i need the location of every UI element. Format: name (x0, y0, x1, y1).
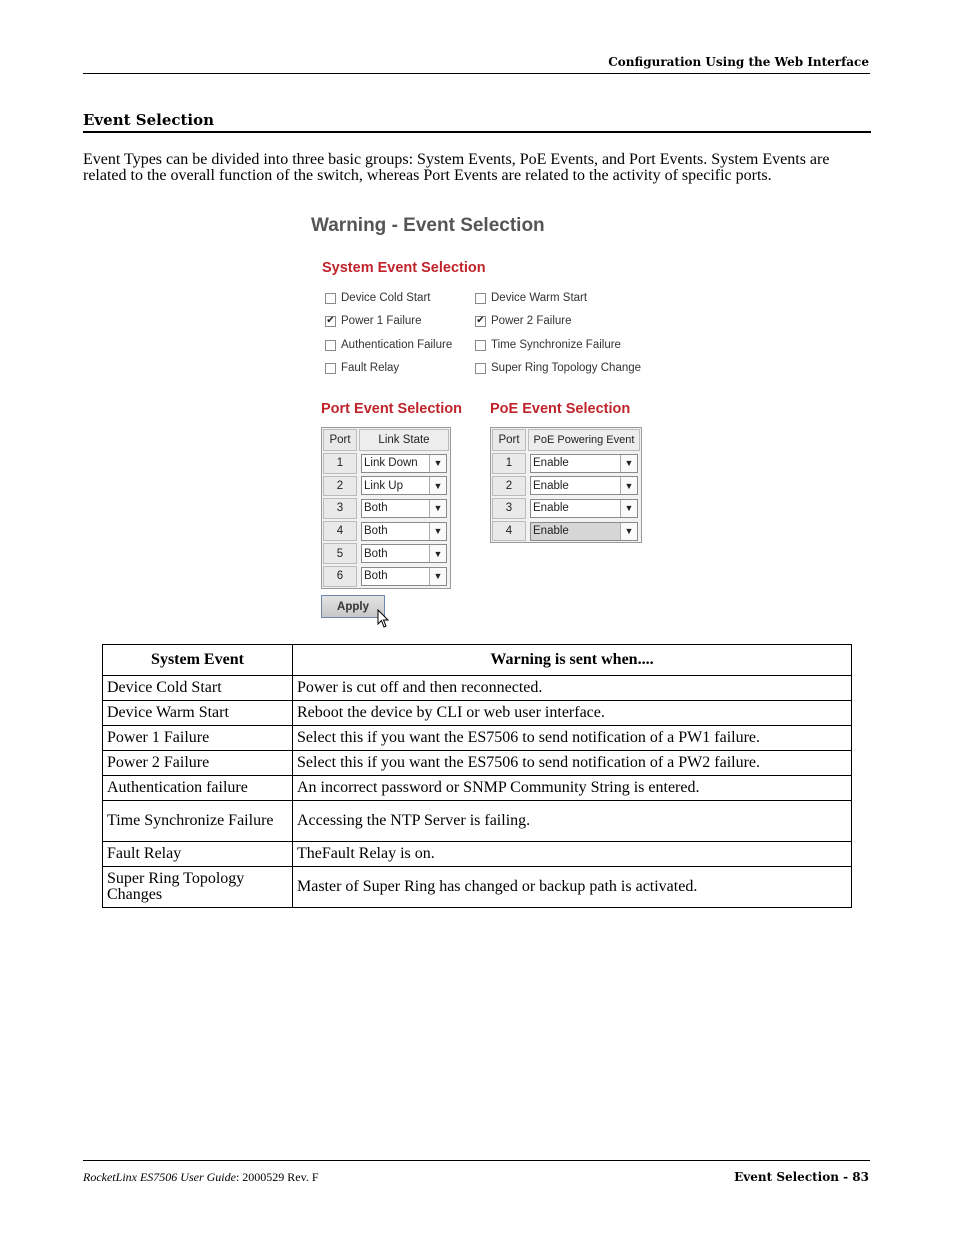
port-number: 4 (492, 521, 526, 542)
table-row (103, 676, 852, 701)
chevron-down-icon[interactable]: ▼ (620, 455, 637, 472)
poe-event-heading: PoE Event Selection (490, 401, 631, 417)
link-state-select[interactable] (361, 544, 447, 563)
col-link-state: Link State (359, 429, 449, 451)
select-value: Link Up (364, 479, 403, 492)
checkbox-box[interactable] (325, 363, 336, 374)
table-row (103, 842, 852, 867)
link-state-select[interactable] (361, 522, 447, 541)
event-description: Accessing the NTP Server is failing. (293, 801, 852, 842)
checkbox-label: Device Cold Start (341, 292, 431, 304)
select-value: Both (364, 502, 388, 515)
event-name: Device Warm Start (103, 701, 293, 726)
select-value: Enable (533, 457, 569, 470)
link-state-select[interactable] (361, 454, 447, 473)
poe-event-select[interactable] (530, 454, 638, 473)
port-event-table (321, 427, 451, 589)
port-number: 1 (323, 453, 357, 474)
checkbox-box[interactable] (325, 293, 336, 304)
link-state-select[interactable] (361, 567, 447, 586)
link-state-select[interactable] (361, 499, 447, 518)
checkbox-authentication-failure[interactable] (325, 339, 452, 351)
footer-doc-info (83, 1170, 319, 1185)
chevron-down-icon[interactable]: ▼ (620, 500, 637, 517)
select-value: Enable (533, 502, 569, 515)
footer-doc-title: RocketLinx ES7506 User Guide (83, 1170, 236, 1184)
select-value: Both (364, 525, 388, 538)
select-value: Link Down (364, 457, 418, 470)
port-event-heading: Port Event Selection (321, 401, 463, 417)
poe-event-select[interactable] (530, 476, 638, 495)
checkbox-super-ring-topology-change[interactable] (475, 362, 641, 374)
system-event-heading: System Event Selection (322, 260, 486, 276)
checkbox-time-sync-failure[interactable] (475, 339, 621, 351)
select-value: Both (364, 570, 388, 583)
system-event-table (102, 644, 852, 908)
link-state-select[interactable] (361, 476, 447, 495)
table-row (103, 726, 852, 751)
event-name: Time Synchronize Failure (103, 801, 293, 842)
event-name: Device Cold Start (103, 676, 293, 701)
checkbox-device-warm-start[interactable] (475, 292, 587, 304)
port-number: 3 (323, 498, 357, 519)
chevron-down-icon[interactable]: ▼ (429, 500, 446, 517)
checkbox-label: Super Ring Topology Change (491, 362, 642, 374)
table-header: System Event (103, 645, 293, 676)
checkbox-power-2-failure[interactable] (475, 315, 572, 327)
section-title: Event Selection (83, 111, 215, 129)
event-name: Authentication failure (103, 776, 293, 801)
checkmark-icon[interactable]: ✔ (476, 315, 485, 326)
chevron-down-icon[interactable]: ▼ (429, 523, 446, 540)
mouse-cursor-icon (377, 609, 391, 629)
checkbox-box[interactable] (475, 363, 486, 374)
checkbox-label: Power 1 Failure (341, 315, 422, 327)
port-number: 3 (492, 498, 526, 519)
checkbox-label: Fault Relay (341, 362, 400, 374)
checkbox-label: Authentication Failure (341, 339, 453, 351)
ui-title: Warning - Event Selection (311, 215, 545, 236)
table-row (103, 867, 852, 908)
footer-page-label: Event Selection - 83 (734, 1170, 869, 1184)
event-selection-screenshot (300, 205, 660, 635)
table-row (103, 701, 852, 726)
chevron-down-icon[interactable]: ▼ (620, 523, 637, 540)
select-value: Enable (533, 479, 569, 492)
chevron-down-icon[interactable]: ▼ (429, 455, 446, 472)
select-value: Enable (533, 525, 569, 538)
chevron-down-icon[interactable]: ▼ (429, 545, 446, 562)
section-rule (83, 131, 871, 133)
port-number: 2 (492, 476, 526, 497)
checkbox-box[interactable] (325, 340, 336, 351)
checkbox-device-cold-start[interactable] (325, 292, 430, 304)
table-header: Warning is sent when.... (293, 645, 852, 676)
port-number: 4 (323, 521, 357, 542)
checkbox-label: Device Warm Start (491, 292, 588, 304)
event-description: Master of Super Ring has changed or backup path is activated. (293, 867, 852, 908)
select-value: Both (364, 547, 388, 560)
event-description: Select this if you want the ES7506 to send notification of a PW1 failure. (293, 726, 852, 751)
checkbox-label: Time Synchronize Failure (491, 339, 621, 351)
running-header: Configuration Using the Web Interface (608, 55, 869, 69)
event-name: Power 1 Failure (103, 726, 293, 751)
chevron-down-icon[interactable]: ▼ (429, 568, 446, 585)
chevron-down-icon[interactable]: ▼ (620, 477, 637, 494)
checkmark-icon[interactable]: ✔ (326, 315, 335, 326)
event-name: Fault Relay (103, 842, 293, 867)
checkbox-box[interactable] (475, 340, 486, 351)
event-description: Power is cut off and then reconnected. (293, 676, 852, 701)
apply-button[interactable]: Apply (321, 595, 385, 618)
col-poe-powering-event: PoE Powering Event (528, 429, 640, 451)
checkbox-label: Power 2 Failure (491, 315, 572, 327)
intro-paragraph: Event Types can be divided into three basic groups: System Events, PoE Events, and Port Events. System Events are related to the overall function of the switch, whereas Port Events are related to the activity of specific ports. (83, 151, 830, 184)
poe-event-select[interactable] (530, 499, 638, 518)
table-row (103, 801, 852, 842)
event-name: Super Ring Topology Changes (103, 867, 293, 908)
table-row (103, 776, 852, 801)
event-description: TheFault Relay is on. (293, 842, 852, 867)
col-port: Port (323, 429, 357, 451)
col-port: Port (492, 429, 526, 451)
port-number: 5 (323, 543, 357, 564)
port-number: 6 (323, 566, 357, 587)
checkbox-fault-relay[interactable] (325, 362, 399, 374)
event-description: An incorrect password or SNMP Community String is entered. (293, 776, 852, 801)
event-name: Power 2 Failure (103, 751, 293, 776)
header-rule (83, 73, 870, 74)
port-number: 2 (323, 476, 357, 497)
table-row (103, 751, 852, 776)
event-description: Reboot the device by CLI or web user interface. (293, 701, 852, 726)
footer-doc-rev: : 2000529 Rev. F (235, 1170, 319, 1184)
chevron-down-icon[interactable]: ▼ (429, 477, 446, 494)
poe-event-table (490, 427, 642, 543)
port-number: 1 (492, 453, 526, 474)
checkbox-box[interactable] (475, 293, 486, 304)
event-description: Select this if you want the ES7506 to send notification of a PW2 failure. (293, 751, 852, 776)
checkbox-power-1-failure[interactable] (325, 315, 422, 327)
poe-event-select[interactable] (530, 522, 638, 541)
footer-rule (83, 1160, 870, 1161)
